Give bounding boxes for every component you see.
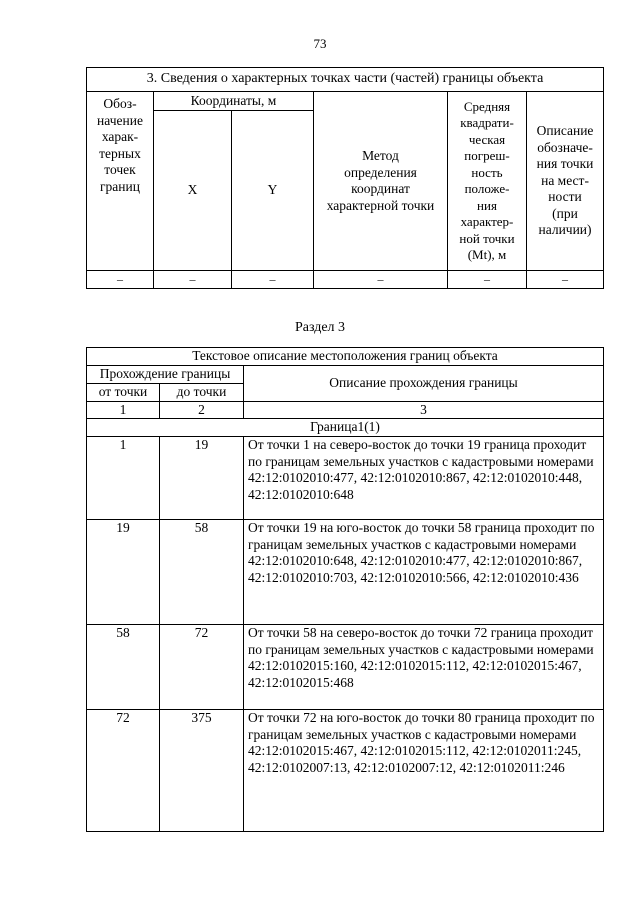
table-row (87, 520, 604, 625)
table-cell: – (154, 271, 232, 289)
from-point: 58 (87, 625, 160, 710)
column-number: 3 (244, 401, 604, 419)
table-row (87, 625, 604, 710)
header-description: Описание прохождения границы (244, 366, 604, 402)
table-row (87, 710, 604, 832)
table-cell: – (87, 271, 154, 289)
header-passage: Прохождение границы (87, 366, 244, 384)
header-from: от точки (87, 384, 160, 402)
from-point: 72 (87, 710, 160, 832)
table-cell: – (232, 271, 314, 289)
to-point: 375 (160, 710, 244, 832)
passage-description: От точки 1 на северо-восток до точки 19 граница проходит по границам земельных участков с кадастровыми номерами 42:12:0102010:477, 42:12:0102010:867, 42:12:0102010:448, 42:12:0102010:648 (244, 437, 604, 520)
passage-description: От точки 58 на северо-восток до точки 72 граница проходит по границам земельных участков с кадастровыми номерами 42:12:0102015:160, 42:12:0102015:112, 42:12:0102015:467, 42:12:0102015:468 (244, 625, 604, 710)
header-designation: Обоз- начение харак- терных точек границ (87, 92, 154, 271)
boundary-description-table (86, 347, 604, 832)
table-title: 3. Сведения о характерных точках части (частей) границы объекта (87, 68, 604, 92)
header-y: Y (232, 111, 314, 271)
page-number: 73 (313, 36, 327, 51)
to-point: 19 (160, 437, 244, 520)
header-description: Описание обозначе- ния точки на мест- ности (при наличии) (527, 92, 604, 271)
section-title: Раздел 3 (294, 320, 346, 335)
passage-description: От точки 72 на юго-восток до точки 80 граница проходит по границам земельных участков с кадастровыми номерами 42:12:0102015:467, 42:12:0102015:112, 42:12:0102011:245, 42:12:0102007:13, 42:12:0102007:12, 42:12:0102011:246 (244, 710, 604, 832)
header-to: до точки (160, 384, 244, 402)
from-point: 1 (87, 437, 160, 520)
table-cell: – (448, 271, 527, 289)
to-point: 72 (160, 625, 244, 710)
table-row (87, 437, 604, 520)
passage-description: От точки 19 на юго-восток до точки 58 граница проходит по границам земельных участков с кадастровыми номерами 42:12:0102010:648, 42:12:0102010:477, 42:12:0102010:867, 42:12:0102010:703, 42:12:0102010:566, 42:12:0102010:436 (244, 520, 604, 625)
header-error: Средняя квадрати- ческая погреш- ность положе- ния характер- ной точки (Mt), м (448, 92, 527, 271)
table-cell: – (314, 271, 448, 289)
table-cell: – (527, 271, 604, 289)
to-point: 58 (160, 520, 244, 625)
column-number: 2 (160, 401, 244, 419)
characteristic-points-table (86, 67, 604, 289)
group-label: Граница1(1) (87, 419, 604, 437)
table-title: Текстовое описание местоположения границ объекта (87, 348, 604, 366)
from-point: 19 (87, 520, 160, 625)
header-coordinates: Координаты, м (154, 92, 314, 111)
header-method: Метод определения координат характерной точки (314, 92, 448, 271)
column-number: 1 (87, 401, 160, 419)
header-x: X (154, 111, 232, 271)
